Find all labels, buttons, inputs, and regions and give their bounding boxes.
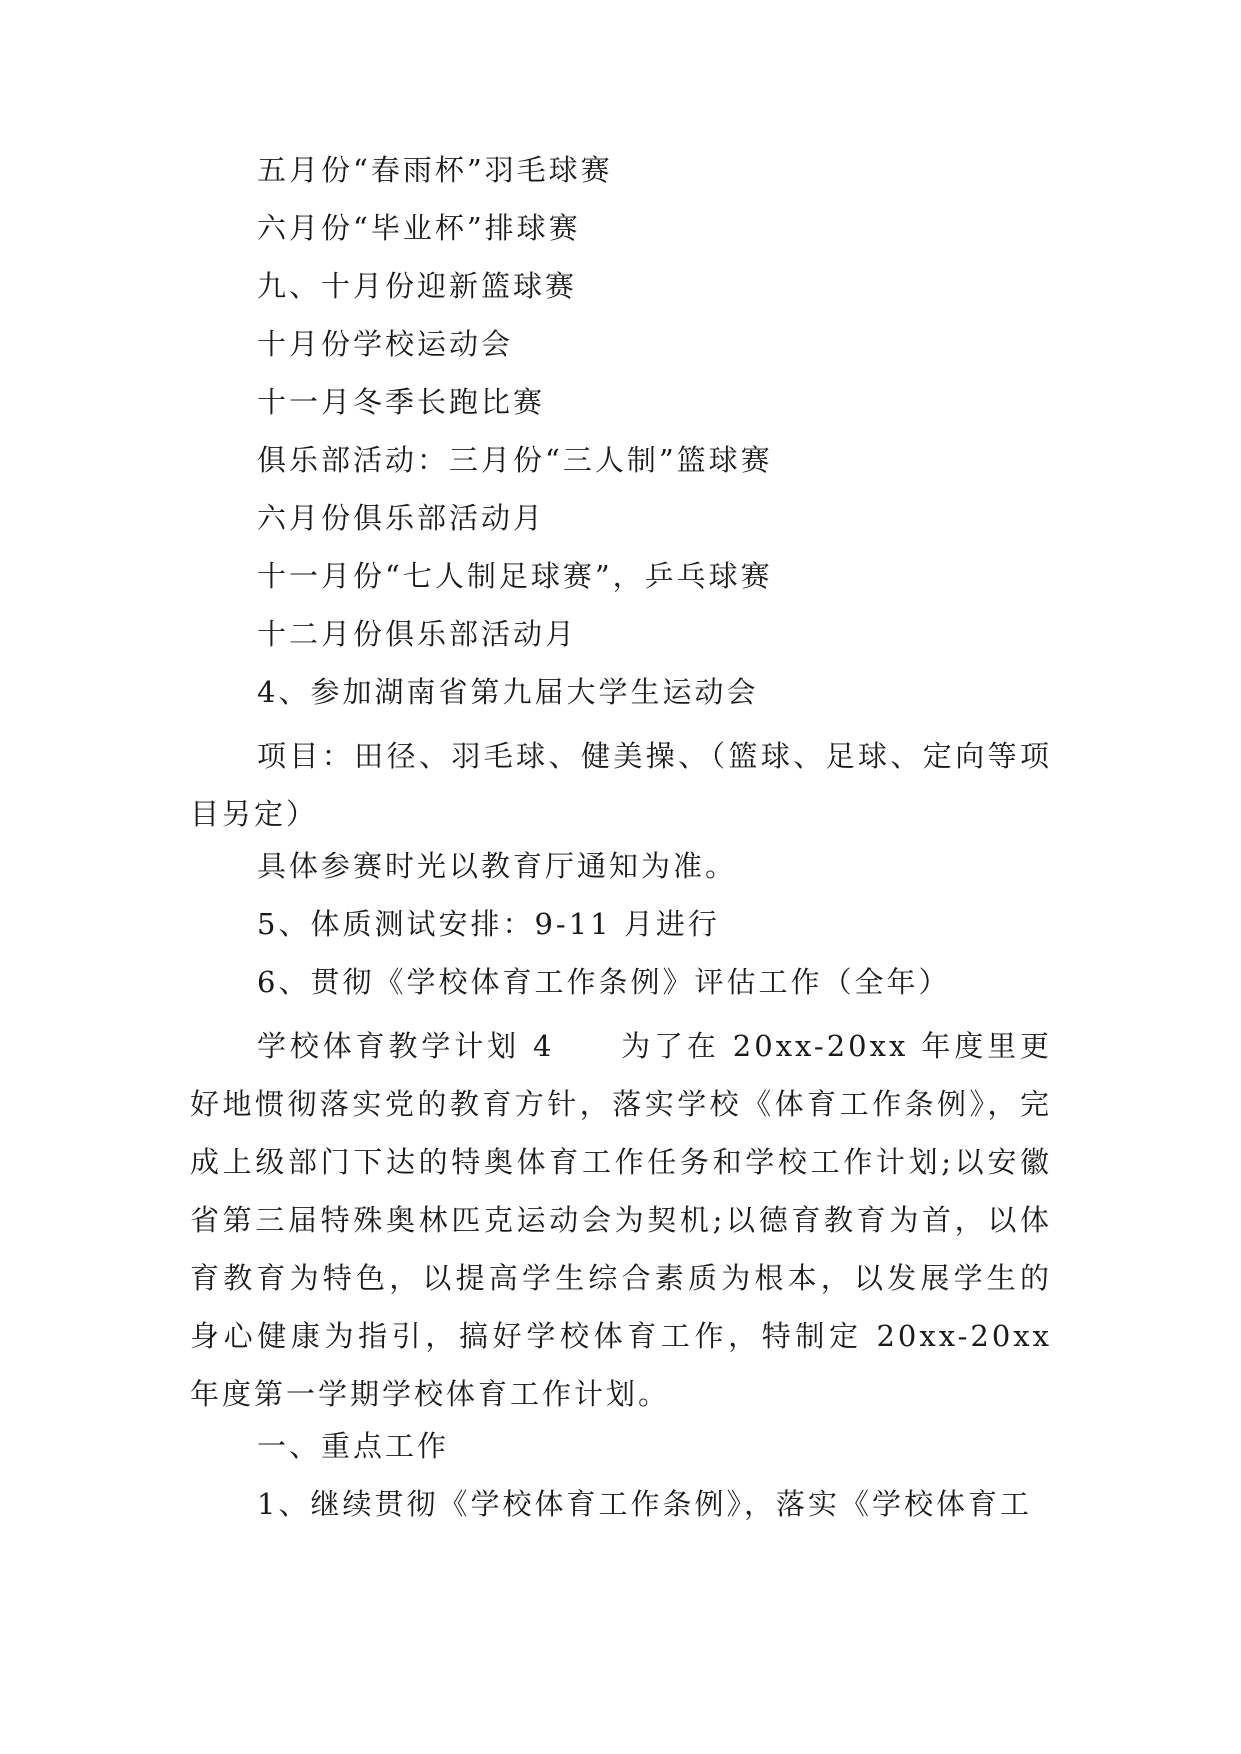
paragraph-plan-intro: 学校体育教学计划 4 为了在 20xx-20xx 年度里更好地惯彻落实党的教育方针，落实学校《体育工作条例》，完成上级部门下达的特奥体育工作任务和学校工作计划;以安徽省第三届特殊奥林匹克运动会为契机;以德育教育为首，以体育教育为特色，以提高学生综合素质为根本，以发展学生的身心健康为指引，搞好学校体育工作，特制定 20xx-20xx 年度第一学期学校体育工作计划。 <box>190 1029 1052 1411</box>
text-line-schedule-note: 具体参赛时光以教育厅通知为准。 <box>257 849 738 883</box>
text-line-sep-oct-basketball: 九、十月份迎新篮球赛 <box>257 269 578 303</box>
text-line-october-sports-meet: 十月份学校运动会 <box>257 327 514 361</box>
text-line-fitness-test: 5、体质测试安排：9-11 月进行 <box>257 907 720 941</box>
text-line-hunan-games: 4、参加湖南省第九届大学生运动会 <box>257 675 759 709</box>
text-line-june-volleyball: 六月份“毕业杯”排球赛 <box>257 211 581 245</box>
text-line-club-activities: 俱乐部活动：三月份“三人制”篮球赛 <box>257 443 773 477</box>
text-line-item-1: 1、继续贯彻《学校体育工作条例》，落实《学校体育工 <box>257 1487 1032 1521</box>
section-heading-key-work: 一、重点工作 <box>257 1429 450 1463</box>
paragraph-items: 项目：田径、羽毛球、健美操、（篮球、足球、定向等项目另定） <box>190 739 1052 831</box>
text-line-evaluation: 6、贯彻《学校体育工作条例》评估工作（全年） <box>257 965 951 999</box>
text-line-june-club-month: 六月份俱乐部活动月 <box>257 501 546 535</box>
text-line-may-badminton: 五月份“春雨杯”羽毛球赛 <box>257 153 613 187</box>
text-line-november-football: 十一月份“七人制足球赛”，乒乓球赛 <box>257 559 773 593</box>
text-line-december-club-month: 十二月份俱乐部活动月 <box>257 617 578 651</box>
text-line-november-long-run: 十一月冬季长跑比赛 <box>257 385 546 419</box>
